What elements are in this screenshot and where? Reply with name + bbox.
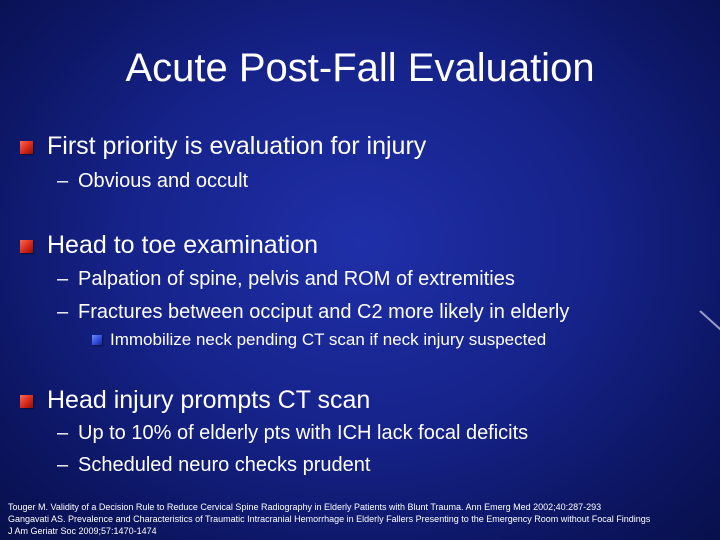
- sub-sub-bullet-text: Immobilize neck pending CT scan if neck injury suspected: [110, 330, 547, 349]
- dash-marker: –: [57, 170, 69, 192]
- red-square-bullet-icon: [20, 395, 33, 408]
- blue-square-bullet-icon: [92, 335, 102, 345]
- dash-marker: –: [57, 268, 69, 290]
- slide-title: Acute Post-Fall Evaluation: [125, 46, 595, 90]
- reference-line: J Am Geriatr Soc 2009;57:1470-1474: [8, 526, 157, 536]
- sub-bullet-text: Up to 10% of elderly pts with ICH lack focal deficits: [78, 422, 529, 444]
- sub-bullet-text: Palpation of spine, pelvis and ROM of extremities: [78, 268, 515, 290]
- red-square-bullet-icon: [20, 240, 33, 253]
- sub-bullet-text: Fractures between occiput and C2 more likely in elderly: [78, 301, 570, 323]
- bullet-text: First priority is evaluation for injury: [47, 132, 427, 160]
- sub-bullet-text: Obvious and occult: [78, 170, 249, 192]
- red-square-bullet-icon: [20, 141, 33, 154]
- dash-marker: –: [57, 422, 69, 444]
- reference-line: Gangavati AS. Prevalence and Characteristics of Traumatic Intracranial Hemorrhage in Elderly Fallers Presenting to the Emergency Room without Focal Findings: [8, 514, 651, 524]
- bullet-text: Head to toe examination: [47, 231, 319, 259]
- decorative-line: [699, 310, 720, 338]
- dash-marker: –: [57, 301, 69, 323]
- dash-marker: –: [57, 454, 69, 476]
- bullet-text: Head injury prompts CT scan: [47, 386, 371, 414]
- sub-bullet-text: Scheduled neuro checks prudent: [78, 454, 371, 476]
- references: [8, 501, 720, 537]
- reference-line: Touger M. Validity of a Decision Rule to Reduce Cervical Spine Radiography in Elderly Patients with Blunt Trauma. Ann Emerg Med 2002;40:287-293: [8, 502, 602, 512]
